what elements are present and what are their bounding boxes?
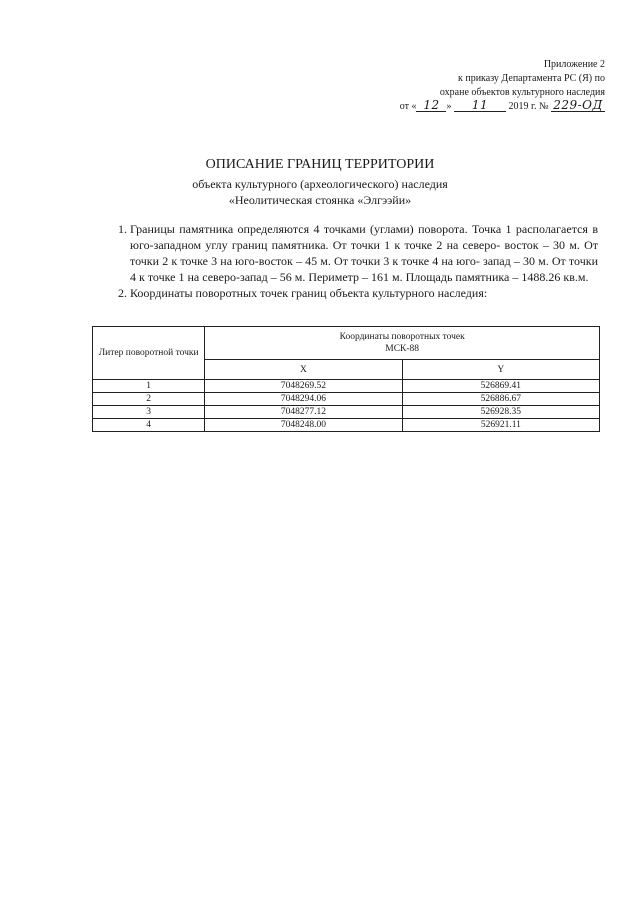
appendix-block — [365, 58, 605, 114]
header-coords-system: МСК-88 — [385, 344, 420, 355]
cell-point: 4 — [93, 419, 205, 432]
list-item: 2. Координаты поворотных точек границ объекта культурного наследия: — [130, 285, 598, 301]
table-row — [93, 419, 600, 432]
header-x: X — [205, 360, 402, 380]
document-title: ОПИСАНИЕ ГРАНИЦ ТЕРРИТОРИИ — [205, 157, 435, 172]
table-row — [93, 406, 600, 419]
cell-point: 2 — [93, 393, 205, 406]
appendix-date-line — [365, 100, 605, 114]
header-coords — [205, 327, 600, 360]
header-y: Y — [402, 360, 599, 380]
coordinates-table — [92, 326, 600, 432]
header-point: Литер поворотной точки — [93, 327, 205, 380]
cell-x: 7048269.52 — [205, 380, 402, 393]
cell-y: 526928.35 — [402, 406, 599, 419]
appendix-line-1: Приложение 2 — [543, 59, 605, 70]
date-day: 12 — [416, 100, 446, 112]
date-year: 2019 г. № — [508, 101, 549, 112]
list-item: 1. Границы памятника определяются 4 точками (углами) поворота. Точка 1 располагается в юго-западном углу границ памятника. От точки 1 к точке 2 на северо- восток – 30 м. От точки 2 к точке 3 на юго-восток – 45 м. От точки 3 к точке 4 на юго- запад – 30 м. От точки 4 к точке 1 на северо-запад – 56 м. Периметр – 161 м. Площадь памятника – 1488.26 кв.м. — [130, 221, 598, 285]
order-number: 229-ОД — [551, 100, 605, 112]
cell-y: 526869.41 — [402, 380, 599, 393]
description-list — [108, 221, 598, 301]
cell-point: 1 — [93, 380, 205, 393]
appendix-line-3: охране объектов культурного наследия — [439, 87, 605, 98]
document-subtitle: объекта культурного (археологического) наследия — [192, 177, 448, 191]
date-prefix: от « — [399, 101, 417, 112]
cell-x: 7048294.06 — [205, 393, 402, 406]
table-row — [93, 380, 600, 393]
date-mid: » — [446, 101, 452, 112]
header-coords-title: Координаты поворотных точек — [339, 332, 465, 343]
cell-y: 526921.11 — [402, 419, 599, 432]
date-month: 11 — [454, 100, 506, 112]
object-name: «Неолитическая стоянка «Элгээйи» — [228, 193, 412, 207]
cell-x: 7048248.00 — [205, 419, 402, 432]
table-row — [93, 393, 600, 406]
cell-x: 7048277.12 — [205, 406, 402, 419]
table-header-row — [93, 327, 600, 360]
cell-point: 3 — [93, 406, 205, 419]
cell-y: 526886.67 — [402, 393, 599, 406]
appendix-line-2: к приказу Департамента РС (Я) по — [457, 73, 605, 84]
